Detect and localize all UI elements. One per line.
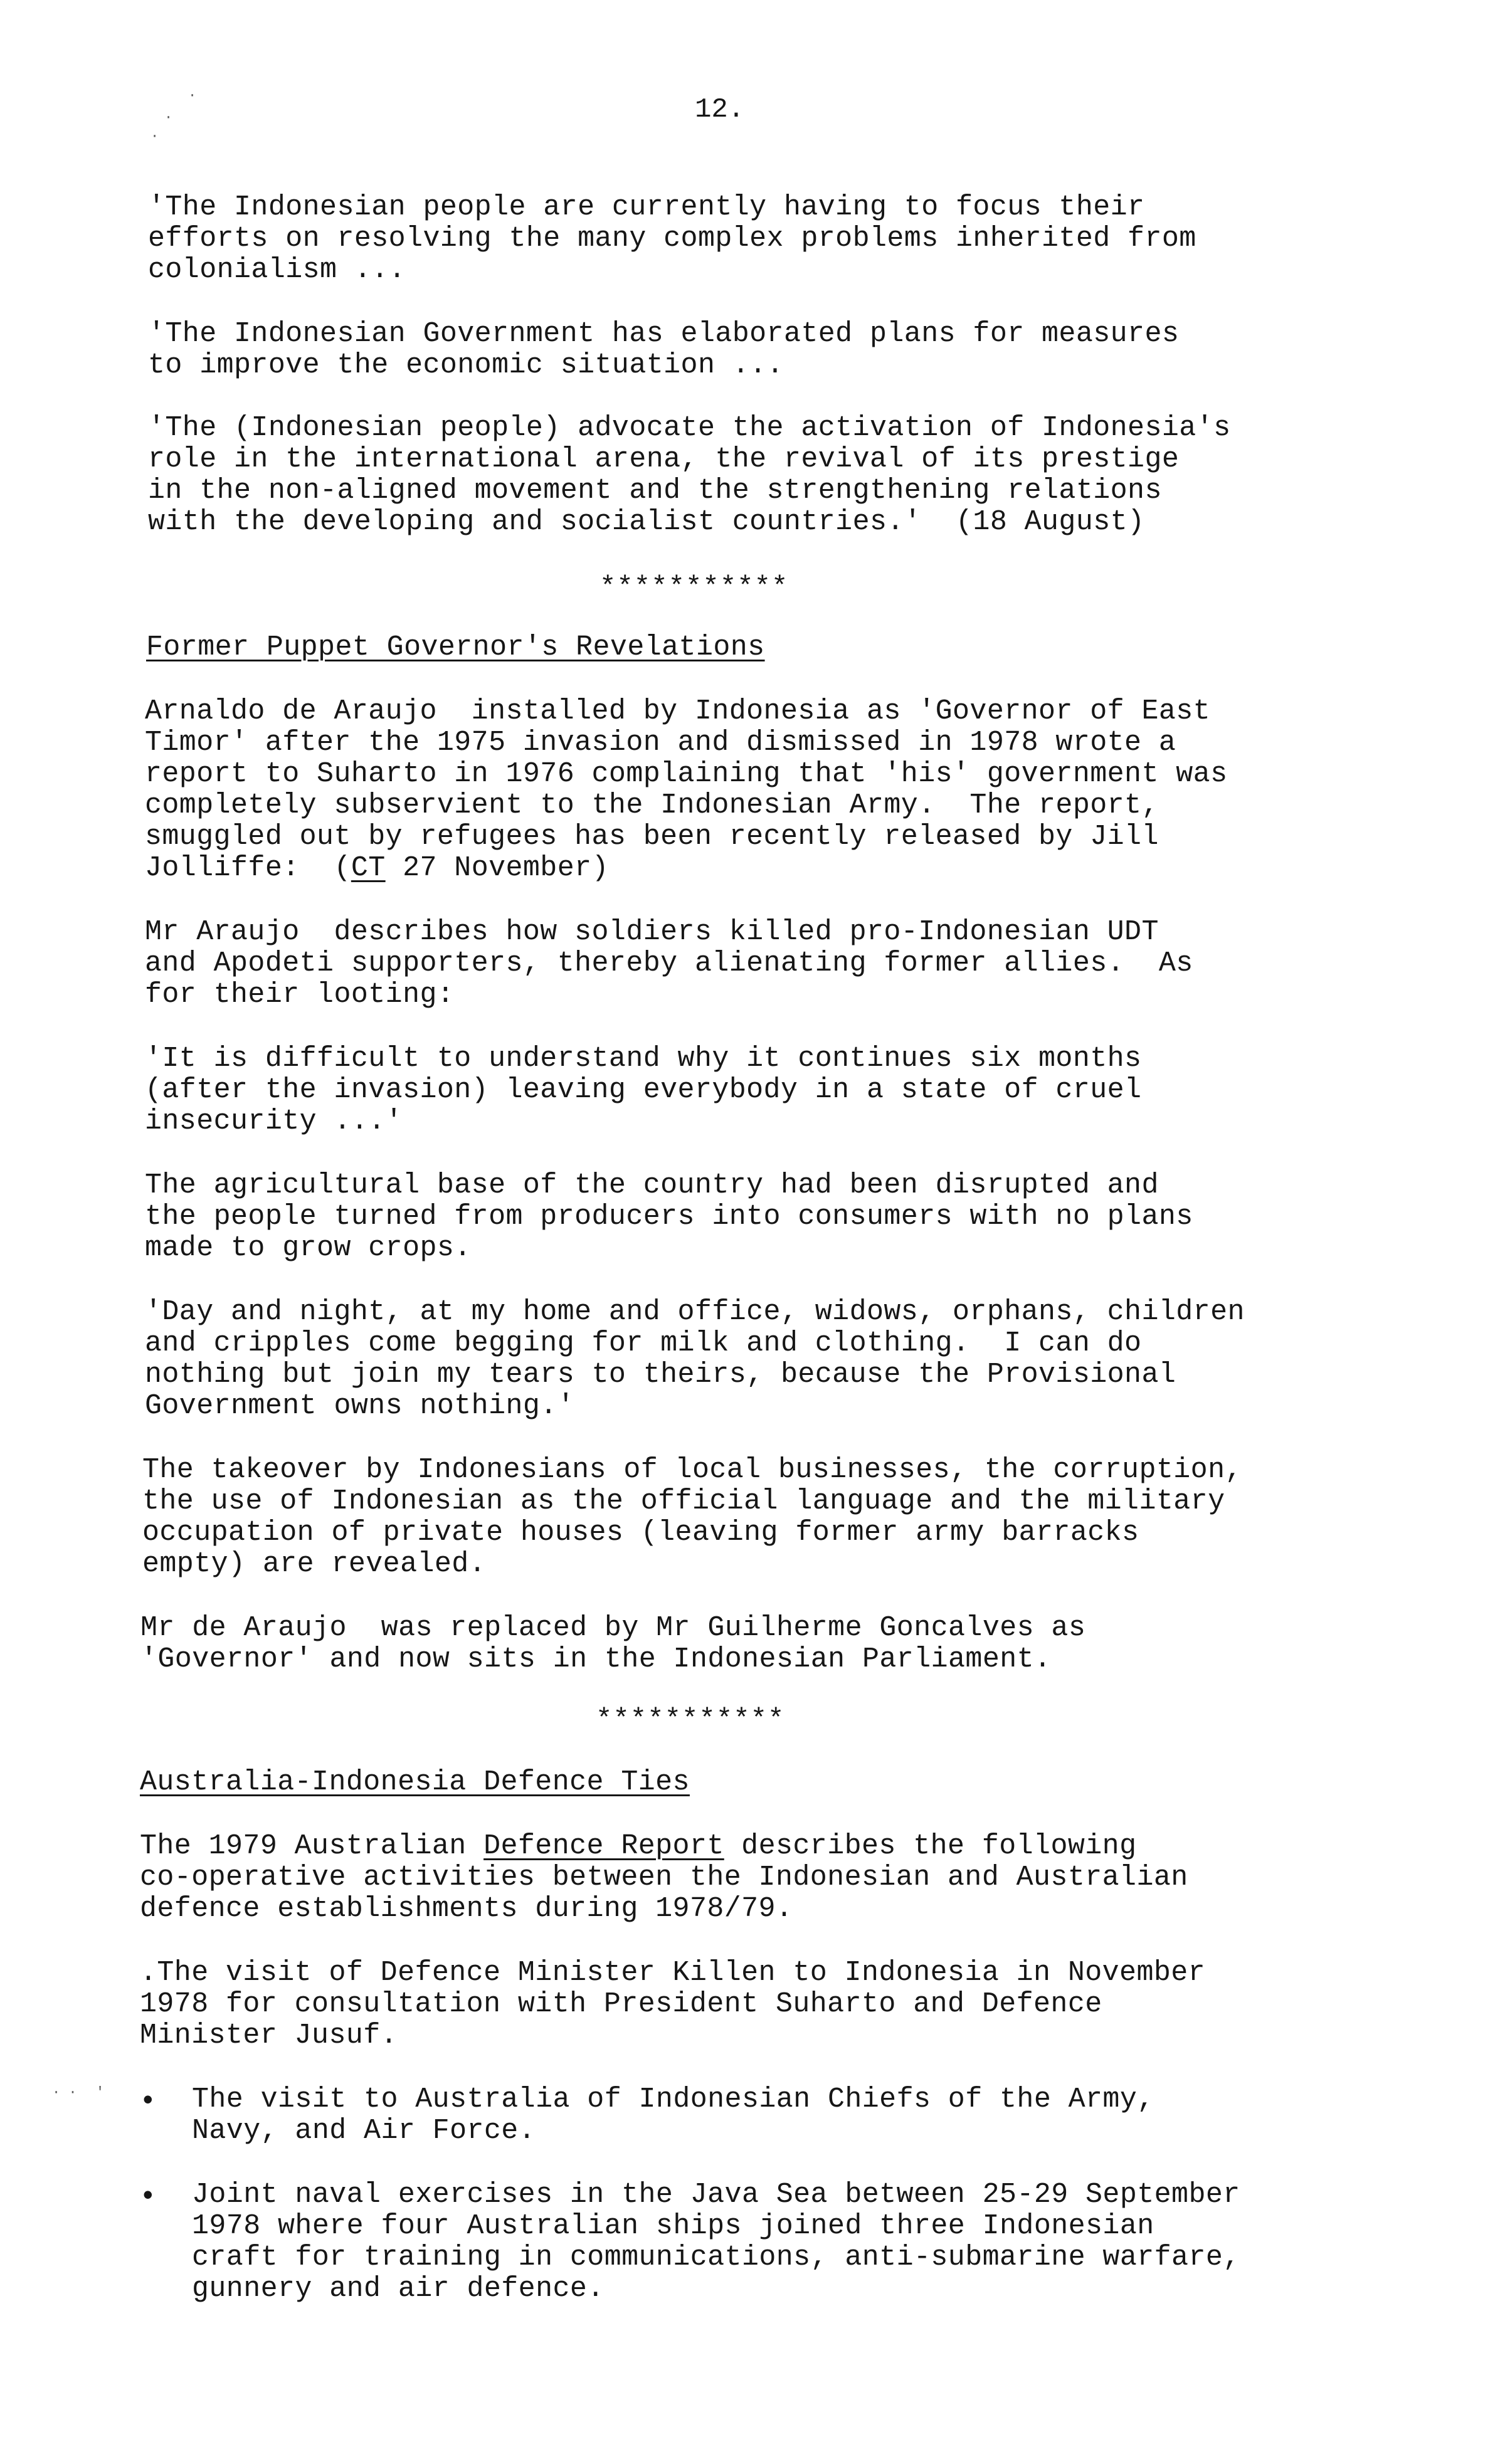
scan-speck: · <box>188 88 197 103</box>
quote-3: 'The (Indonesian people) advocate the activation of Indonesia's role in the international arena, the revival of its prestige in the non-aligned movement and the strengthening relations with the developing and socialist countries.' (18 August) <box>148 412 1231 538</box>
paragraph-takeover: The takeover by Indonesians of local businesses, the corruption, the use of Indonesian as the official language and the military occupation of private houses (leaving former army barracks empty) are revealed. <box>142 1454 1242 1580</box>
paragraph-araujo-intro-text: Arnaldo de Araujo installed by Indonesia as 'Governor of East Timor' after the 1975 invasion and dismissed in 1978 wrote a report to Suharto in 1976 complaining that 'his' government was completely subservient to the Indonesian Army. The report, smuggled out by refugees has been recently released by Jill Jolliffe: ( <box>145 695 1228 884</box>
scan-speck: · <box>164 110 173 125</box>
section-separator: *********** <box>596 1704 785 1735</box>
defence-report-title: Defence Report <box>483 1830 724 1862</box>
paragraph-defence-report <box>140 1831 1188 1925</box>
quote-4: 'It is difficult to understand why it continues six months (after the invasion) leaving everybody in a state of cruel insecurity ...' <box>145 1043 1142 1137</box>
paragraph-agriculture: The agricultural base of the country had been disrupted and the people turned from producers into consumers with no plans made to grow crops. <box>145 1169 1193 1264</box>
page-number: 12. <box>695 94 745 125</box>
defence-intro-pre: The 1979 Australian <box>140 1830 484 1862</box>
scan-speck: · <box>150 129 159 144</box>
source-abbreviation: CT <box>351 852 386 884</box>
defence-intro-post: describes the following co-operative activities between the Indonesian and Australian defence establishments during 1978/79. <box>140 1830 1188 1925</box>
quote-1: 'The Indonesian people are currently having to focus their efforts on resolving the many complex problems inherited from colonialism ... <box>148 191 1196 286</box>
paragraph-replacement: Mr de Araujo was replaced by Mr Guilherme Goncalves as 'Governor' and now sits in the Indonesian Parliament. <box>140 1612 1086 1675</box>
list-item-chiefs-visit: The visit to Australia of Indonesian Chiefs of the Army, Navy, and Air Force. <box>192 2083 1154 2147</box>
section-heading-defence-ties: Australia-Indonesia Defence Ties <box>140 1766 690 1798</box>
source-date: 27 November) <box>385 852 609 884</box>
scan-speck: ' <box>96 2085 105 2100</box>
quote-5: 'Day and night, at my home and office, widows, orphans, children and cripples come begging for milk and clothing. I can do nothing but join my tears to theirs, because the Provisional Government owns nothing.' <box>145 1296 1245 1422</box>
bullet-icon: • <box>139 2085 157 2118</box>
scan-speck: · · <box>52 2085 77 2100</box>
list-item-killen-visit: .The visit of Defence Minister Killen to Indonesia in November 1978 for consultation with President Suharto and Defence Minister Jusuf. <box>140 1957 1206 2051</box>
section-heading-former-governor: Former Puppet Governor's Revelations <box>146 631 765 663</box>
list-item-naval-exercises: Joint naval exercises in the Java Sea between 25-29 September 1978 where four Australian ships joined three Indonesian craft for training in communications, anti-submarine warfare, gunnery and air defence. <box>192 2179 1240 2305</box>
paragraph-araujo-intro <box>145 696 1227 884</box>
section-separator: *********** <box>599 572 789 603</box>
bullet-icon: • <box>139 2181 157 2213</box>
paragraph-araujo-soldiers: Mr Araujo describes how soldiers killed pro-Indonesian UDT and Apodeti supporters, thereby alienating former allies. As for their looting: <box>145 916 1193 1011</box>
quote-2: 'The Indonesian Government has elaborated plans for measures to improve the economic situation ... <box>148 318 1180 381</box>
